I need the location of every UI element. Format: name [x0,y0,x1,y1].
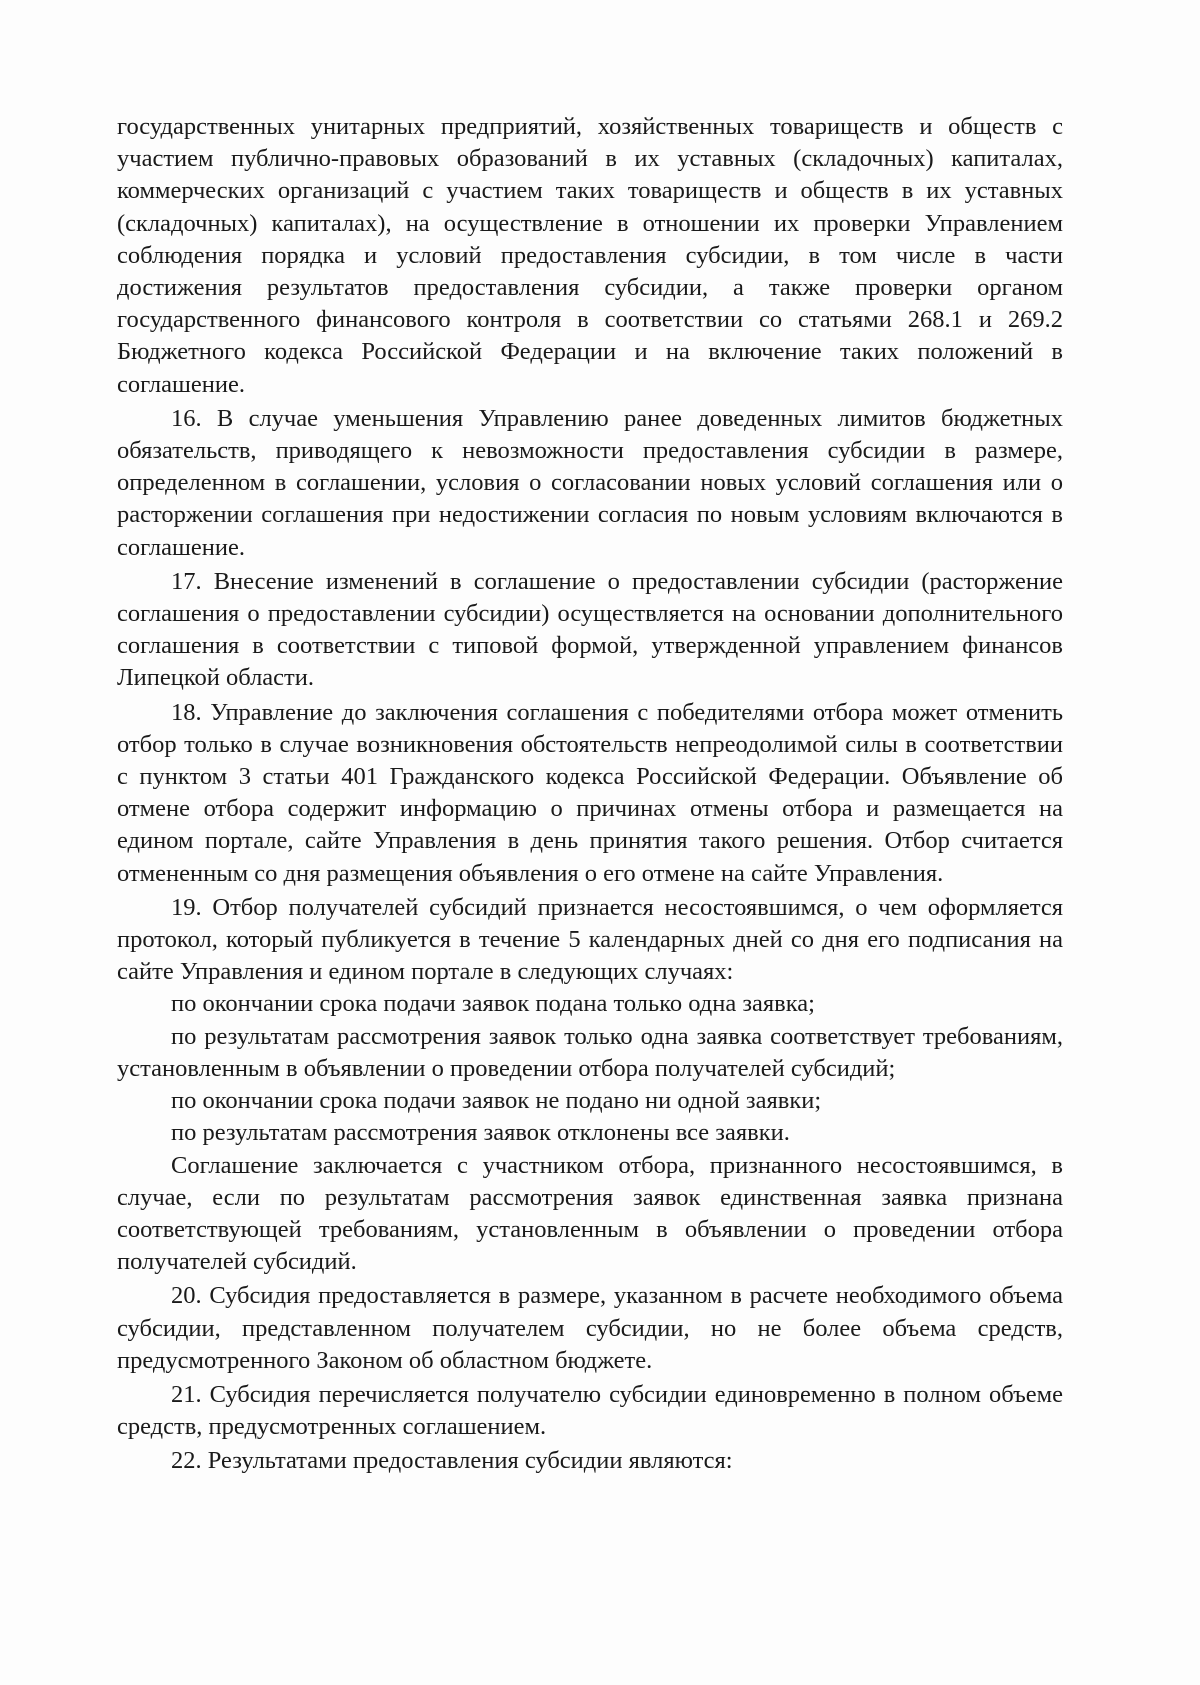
paragraph-item-17: 17. Внесение изменений в соглашение о предоставлении субсидии (расторжение соглашения о предоставлении субсидии) осуществляется на основании дополнительного соглашения в соответствии с типовой формой, утвержденной управлением финансов Липецкой области. [117,567,1063,692]
paragraph-item-22: 22. Результатами предоставления субсидии являются: [171,1447,733,1475]
list-item-case-3: по окончании срока подачи заявок не подано ни одной заявки; [171,1087,822,1115]
paragraph-item-19: 19. Отбор получателей субсидий признается несостоявшимся, о чем оформляется протокол, который публикуется в течение 5 календарных дней со дня его подписания на сайте Управления и едином портале в следующих случаях: [117,893,1063,986]
list-item-case-2: по результатам рассмотрения заявок только одна заявка соответствует требованиям, установленным в объявлении о проведении отбора получателей субсидий; [117,1022,1063,1082]
list-item-case-1: по окончании срока подачи заявок подана только одна заявка; [171,990,815,1018]
paragraph-item-21: 21. Субсидия перечисляется получателю субсидии единовременно в полном объеме средств, предусмотренных соглашением. [117,1380,1063,1441]
paragraph-item-20: 20. Субсидия предоставляется в размере, указанном в расчете необходимого объема субсидии, представленном получателем субсидии, но не более объема средств, предусмотренного Законом об областном бюджете. [117,1282,1063,1374]
paragraph-item-16: 16. В случае уменьшения Управлению ранее доведенных лимитов бюджетных обязательств, приводящего к невозможности предоставления субсидии в размере, определенном в соглашении, условия о согласовании новых условий соглашения или о расторжении соглашения при недостижении согласия по новым условиям включаются в соглашение. [117,404,1063,561]
paragraph-continuation: государственных унитарных предприятий, хозяйственных товариществ и обществ с участием публично-правовых образований в их уставных (складочных) капиталах, коммерческих организаций с участием таких товариществ и обществ в их уставных (складочных) капиталах), на осуществление в отношении их проверки Управлением соблюдения порядка и условий предоставления субсидии, в том числе в части достижения результатов предоставления субсидии, а также проверки органом государственного финансового контроля в соответствии со статьями 268.1 и 269.2 Бюджетного кодекса Российской Федерации и на включение таких положений в соглашение. [117,113,1063,398]
list-item-case-4: по результатам рассмотрения заявок отклонены все заявки. [171,1119,790,1147]
paragraph-item-18: 18. Управление до заключения соглашения с победителями отбора может отменить отбор только в случае возникновения обстоятельств непреодолимой силы в соответствии с пунктом 3 статьи 401 Гражданского кодекса Российской Федерации. Объявление об отмене отбора содержит информацию о причинах отмены отбора и размещается на едином портале, сайте Управления в день принятия такого решения. Отбор считается отмененным со дня размещения объявления о его отмене на сайте Управления. [117,698,1063,887]
document-body [117,111,1063,1478]
paragraph-agreement-note: Соглашение заключается с участником отбора, признанного несостоявшимся, в случае, если по результатам рассмотрения заявок единственная заявка признана соответствующей требованиям, установленным в объявлении о проведении отбора получателей субсидий. [117,1151,1063,1276]
